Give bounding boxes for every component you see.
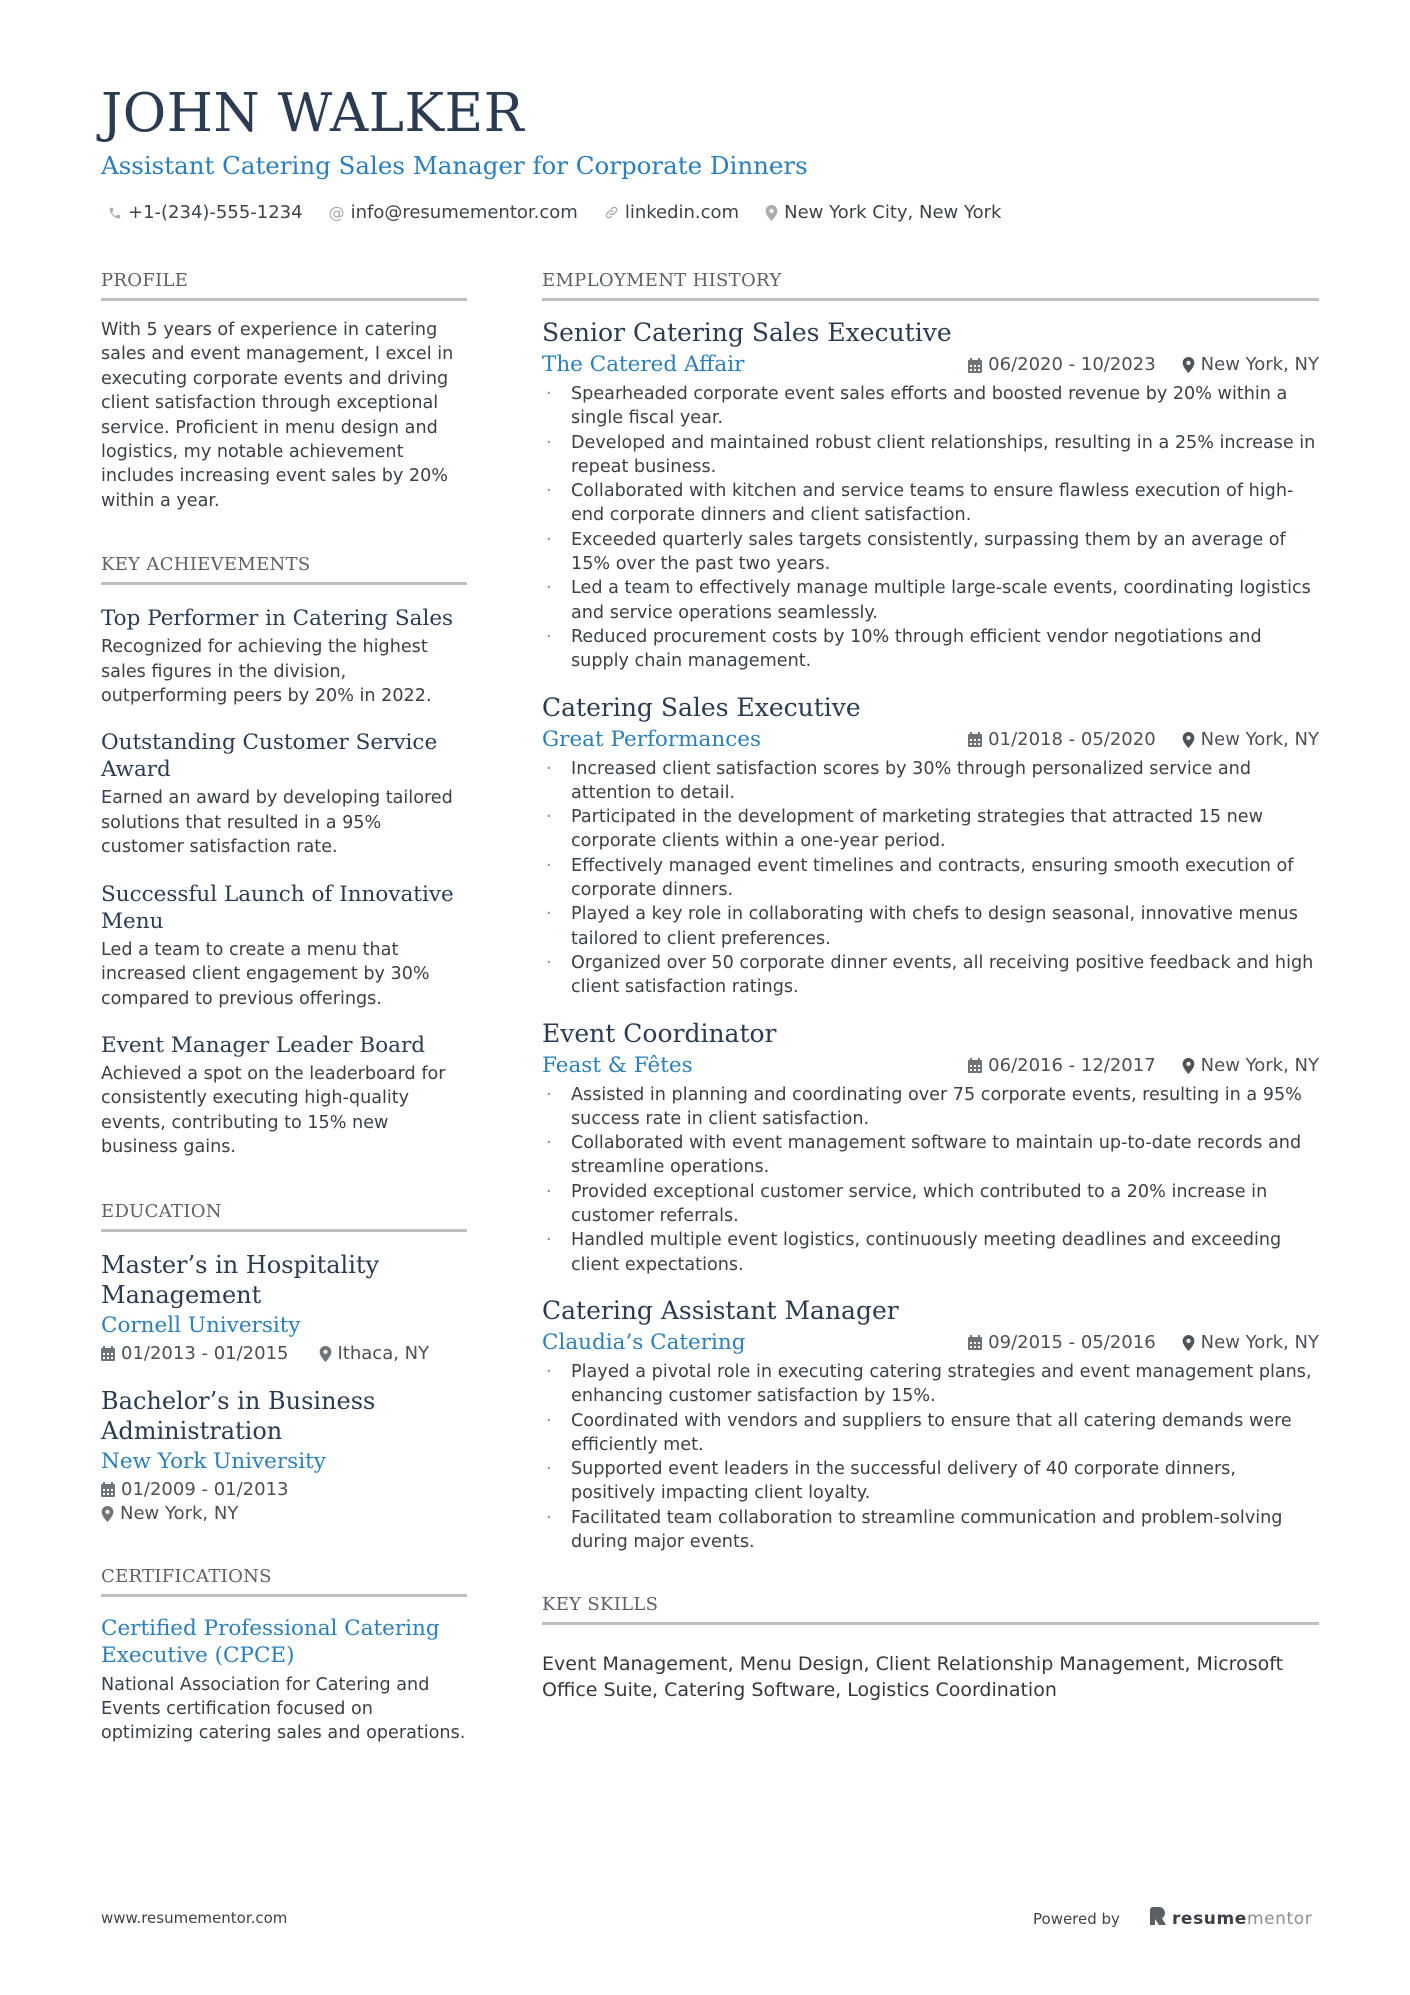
job-bullet: · Played a key role in collaborating with chefs to design seasonal, innovative menus tailored to client preferences. [542, 902, 1319, 951]
job-dates [968, 728, 1156, 752]
education-heading: EDUCATION [101, 1200, 222, 1222]
section-divider [101, 298, 467, 301]
achievement-title: Successful Launch of Innovative Menu [101, 881, 454, 934]
company-name: Feast & Fêtes [542, 1052, 693, 1078]
job-entry [542, 1018, 1319, 1277]
contact-location [765, 202, 1001, 223]
certifications-section [101, 1566, 467, 1746]
profile-text: With 5 years of experience in catering sales and event management, I excel in executing corporate events and driving client satisfaction through exceptional service. Proficient in menu design and logistics, my notable achievement includes increasing event sales by 20% within a year. [101, 320, 454, 511]
contact-bar [108, 202, 1001, 223]
job-title: Catering Assistant Manager [542, 1295, 899, 1325]
job-entry [542, 692, 1319, 1000]
job-dates [968, 1054, 1156, 1078]
job-bullets [542, 757, 1319, 1000]
section-divider [542, 1622, 1319, 1625]
job-bullets [542, 1083, 1319, 1277]
map-pin-icon [101, 1506, 114, 1522]
map-pin-icon [765, 205, 778, 221]
job-dates-text: 06/2016 - 12/2017 [988, 1054, 1156, 1076]
logo-text-bold: resume [1171, 1908, 1247, 1929]
profile-heading: PROFILE [101, 270, 189, 291]
achievement-item [101, 881, 467, 1011]
achievement-text: Recognized for achieving the highest sales figures in the division, outperforming peers by 20% in 2022. [101, 637, 432, 707]
company-name: Great Performances [542, 726, 761, 752]
powered-by-label: Powered by [1033, 1909, 1120, 1928]
skills-section [542, 1594, 1319, 1703]
job-location-text: New York, NY [1200, 1331, 1319, 1353]
achievement-item [101, 605, 467, 708]
company-name: Claudia’s Catering [542, 1329, 746, 1355]
job-bullet: · Coordinated with vendors and suppliers to ensure that all catering demands were efficiently met. [542, 1409, 1319, 1458]
contact-link [604, 202, 739, 223]
company-name: The Catered Affair [542, 352, 745, 377]
profile-section [101, 270, 467, 513]
education-location-text: Ithaca, NY [337, 1342, 430, 1364]
degree-title: Bachelor’s in Business Administration [101, 1386, 376, 1445]
job-row [542, 1328, 1319, 1358]
education-dates-text: 01/2009 - 01/2013 [121, 1478, 289, 1500]
candidate-name: JOHN WALKER [101, 83, 525, 144]
achievements-heading: KEY ACHIEVEMENTS [101, 554, 311, 576]
education-dates [101, 1478, 467, 1502]
job-title: Event Coordinator [542, 1018, 777, 1048]
logo-text-light: mentor [1246, 1908, 1313, 1929]
section-divider [542, 298, 1319, 301]
calendar-icon [968, 1058, 982, 1073]
achievement-item [101, 1032, 467, 1160]
link-icon [604, 205, 619, 220]
right-column [542, 270, 1319, 1703]
job-bullet: · Collaborated with kitchen and service teams to ensure flawless execution of high-end corporate dinners and client satisfaction. [542, 479, 1319, 528]
education-meta [101, 1342, 467, 1366]
job-meta [968, 1331, 1319, 1355]
job-meta [968, 353, 1319, 377]
job-bullet: · Participated in the development of marketing strategies that attracted 15 new corporate clients within a one-year period. [542, 805, 1319, 854]
skills-heading: KEY SKILLS [542, 1594, 659, 1616]
job-bullet: · Assisted in planning and coordinating over 75 corporate events, resulting in a 95% success rate in client satisfaction. [542, 1083, 1319, 1132]
job-dates [968, 353, 1156, 377]
job-meta [968, 1054, 1319, 1078]
achievement-title: Event Manager Leader Board [101, 1032, 426, 1058]
job-entry [542, 317, 1319, 674]
section-divider [101, 582, 467, 585]
achievement-text: Achieved a spot on the leaderboard for consistently executing high-quality events, contributing to 15% new business gains. [101, 1063, 446, 1158]
section-divider [101, 1594, 467, 1597]
job-location [1182, 1331, 1319, 1355]
calendar-icon [968, 358, 982, 373]
job-dates [968, 1331, 1156, 1355]
degree-title: Master’s in Hospitality Management [101, 1250, 380, 1309]
calendar-icon [968, 1335, 982, 1350]
job-entry [542, 1295, 1319, 1554]
achievements-section [101, 554, 467, 1159]
job-location-text: New York, NY [1200, 354, 1319, 375]
certification-title: Certified Professional Catering Executive (CPCE) [101, 1615, 440, 1668]
job-row [542, 350, 1319, 380]
job-bullet: · Developed and maintained robust client relationships, resulting in a 25% increase in repeat business. [542, 431, 1319, 480]
job-location-text: New York, NY [1200, 1054, 1319, 1076]
job-title: Catering Sales Executive [542, 692, 861, 722]
employment-heading: EMPLOYMENT HISTORY [542, 270, 782, 291]
contact-phone [108, 202, 303, 223]
job-dates-text: 06/2020 - 10/2023 [988, 354, 1156, 375]
job-bullet: · Increased client satisfaction scores by 30% through personalized service and attention to detail. [542, 757, 1319, 806]
candidate-title: Assistant Catering Sales Manager for Corporate Dinners [101, 151, 808, 180]
skills-text: Event Management, Menu Design, Client Relationship Management, Microsoft Office Suite, Catering Software, Logistics Coordination [542, 1653, 1284, 1702]
contact-link-text[interactable]: linkedin.com [624, 202, 740, 223]
certification-text: National Association for Catering and Events certification focused on optimizing catering sales and operations. [101, 1674, 466, 1744]
job-row [542, 1051, 1319, 1081]
map-pin-icon [1182, 357, 1195, 373]
contact-phone-text[interactable]: +1-(234)-555-1234 [128, 202, 303, 223]
contact-email [329, 202, 578, 223]
map-pin-icon [1182, 1058, 1195, 1074]
powered-by [1033, 1907, 1312, 1930]
job-title: Senior Catering Sales Executive [542, 318, 952, 347]
achievement-text: Led a team to create a menu that increased client engagement by 30% compared to previous offerings. [101, 939, 430, 1009]
achievement-title: Outstanding Customer Service Award [101, 730, 438, 783]
job-bullets [542, 382, 1319, 674]
education-location [319, 1342, 430, 1366]
school-name: Cornell University [101, 1312, 301, 1338]
job-meta [968, 728, 1319, 752]
job-bullet: · Handled multiple event logistics, continuously meeting deadlines and exceeding client expectations. [542, 1228, 1319, 1277]
school-name: New York University [101, 1448, 326, 1474]
job-bullet: · Spearheaded corporate event sales efforts and boosted revenue by 20% within a single fiscal year. [542, 382, 1319, 431]
achievement-item [101, 729, 467, 859]
job-bullet: · Provided exceptional customer service, which contributed to a 20% increase in customer referrals. [542, 1180, 1319, 1229]
calendar-icon [101, 1482, 115, 1497]
education-item [101, 1386, 467, 1526]
education-location [101, 1502, 467, 1526]
map-pin-icon [1182, 1335, 1195, 1351]
job-bullet: · Effectively managed event timelines and contracts, ensuring smooth execution of corporate dinners. [542, 854, 1319, 903]
footer-url[interactable]: www.resumementor.com [101, 1909, 288, 1927]
resumementor-logo[interactable] [1150, 1907, 1312, 1930]
contact-email-text[interactable]: info@resumementor.com [350, 202, 578, 223]
job-bullet: · Supported event leaders in the successful delivery of 40 corporate dinners, positively impacting client loyalty. [542, 1457, 1319, 1506]
at-icon: @ [328, 203, 345, 222]
job-bullet: · Reduced procurement costs by 10% through efficient vendor negotiations and supply chain management. [542, 625, 1319, 674]
job-location [1182, 353, 1319, 377]
certifications-heading: CERTIFICATIONS [101, 1565, 272, 1587]
map-pin-icon [1182, 732, 1195, 748]
logo-mark-icon [1150, 1907, 1166, 1930]
job-dates-text: 01/2018 - 05/2020 [988, 728, 1156, 750]
education-location-text: New York, NY [120, 1502, 239, 1524]
section-divider [101, 1229, 467, 1232]
calendar-icon [101, 1346, 115, 1361]
job-bullet: · Played a pivotal role in executing catering strategies and event management plans, enhancing customer satisfaction by 15%. [542, 1360, 1319, 1409]
job-row [542, 725, 1319, 755]
job-location [1182, 728, 1319, 752]
job-bullet: · Facilitated team collaboration to streamline communication and problem-solving during major events. [542, 1506, 1319, 1555]
job-location-text: New York, NY [1200, 728, 1319, 750]
job-bullet: · Led a team to effectively manage multiple large-scale events, coordinating logistics and service operations seamlessly. [542, 576, 1319, 625]
employment-section [542, 270, 1319, 1554]
achievement-text: Earned an award by developing tailored solutions that resulted in a 95% customer satisfaction rate. [101, 788, 453, 858]
map-pin-icon [319, 1346, 332, 1362]
job-dates-text: 09/2015 - 05/2016 [988, 1331, 1156, 1353]
job-bullet: · Collaborated with event management software to maintain up-to-date records and streamline operations. [542, 1131, 1319, 1180]
job-location [1182, 1054, 1319, 1078]
job-bullet: · Exceeded quarterly sales targets consistently, surpassing them by an average of 15% over the past two years. [542, 528, 1319, 577]
phone-icon [108, 206, 122, 220]
job-bullets [542, 1360, 1319, 1554]
achievement-title: Top Performer in Catering Sales [101, 606, 454, 632]
job-bullet: · Organized over 50 corporate dinner events, all receiving positive feedback and high client satisfaction ratings. [542, 951, 1319, 1000]
education-dates-text: 01/2013 - 01/2015 [121, 1342, 289, 1364]
calendar-icon [968, 732, 982, 747]
left-column [101, 270, 467, 1746]
education-dates [101, 1342, 289, 1366]
certification-item [101, 1615, 467, 1746]
education-item [101, 1250, 467, 1366]
contact-location-text: New York City, New York [784, 202, 1002, 223]
education-section [101, 1201, 467, 1526]
